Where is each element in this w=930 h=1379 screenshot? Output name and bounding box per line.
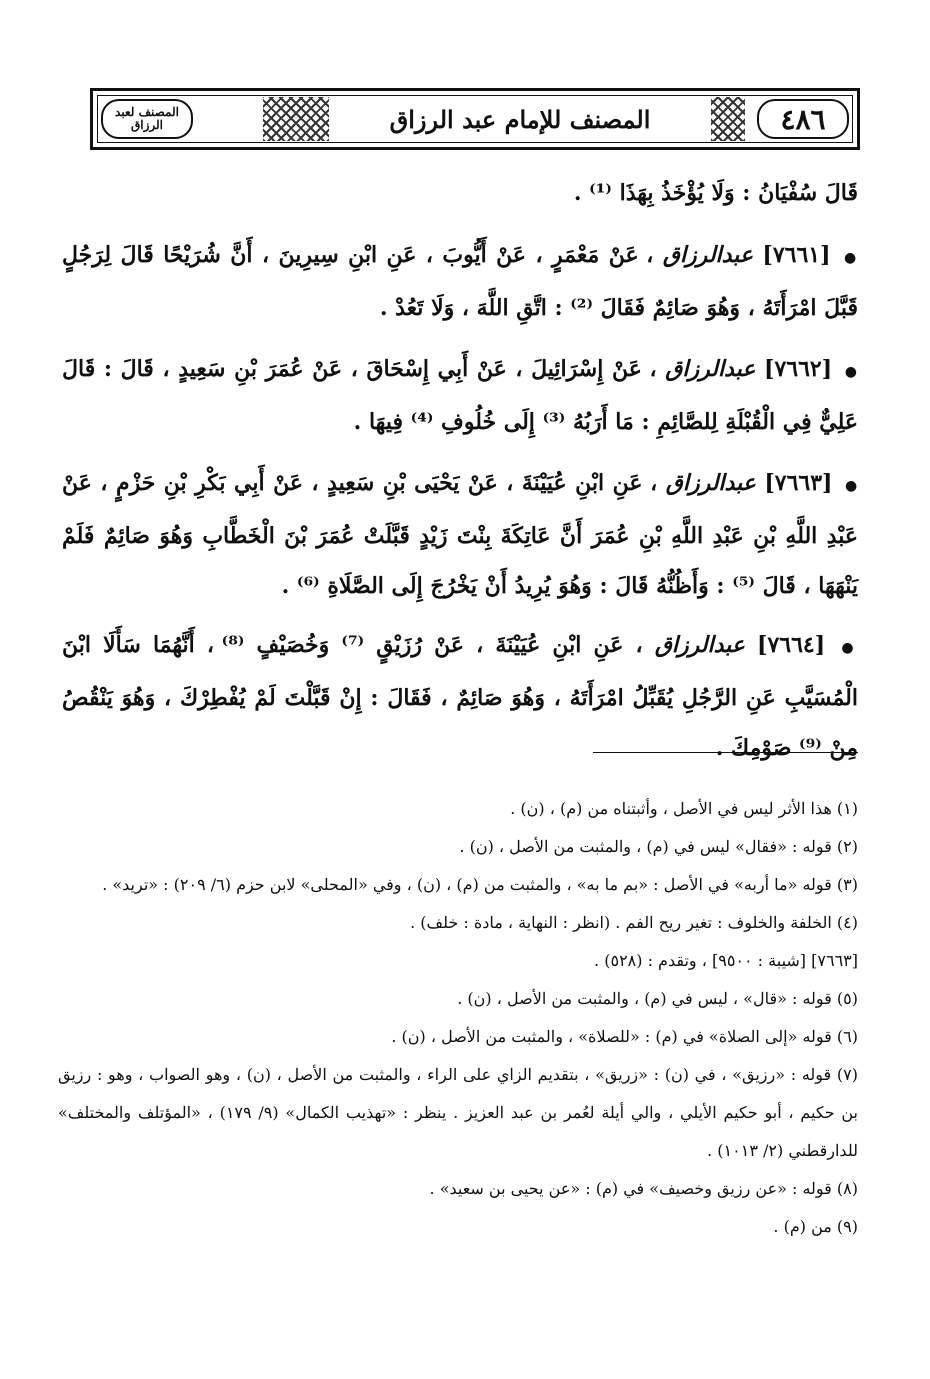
entry-number: [٧٦٦٣] <box>764 470 833 496</box>
entry-source: عبدالرزاق <box>654 632 745 658</box>
entry-number: [٧٦٦٢] <box>764 356 833 382</box>
footnote: [٧٦٦٣] [شيبة : ٩٥٠٠] ، وتقدم : (٥٢٨) . <box>594 951 858 970</box>
hadith-entry <box>62 344 858 447</box>
footnote: (٤) الخلفة والخلوف : تغير ريح الفم . (انظر : النهاية ، مادة : خلف) . <box>410 913 858 932</box>
entry-source: عبدالرزاق <box>665 470 756 496</box>
bullet-icon: ● <box>841 640 859 656</box>
bullet-icon: ● <box>844 364 858 380</box>
footnotes <box>58 790 858 1246</box>
entry-text: ، عَنِ ابْنِ عُيَيْنَةَ ، عَنْ رُزَيْقٍ ⁽⁷⁾ وَخُصَيْفٍ ⁽⁸⁾ ، أَنَّهُمَا سَأَلَا ابْنَ الْمُسَيَّبِ عَنِ الرَّجُلِ يُقَبِّلُ امْرَأَتَهُ ، وَهُوَ صَائِمٌ ، فَقَالَ : إِنْ قَبَّلْتَ لَمْ يُفْطِرْكَ ، وَهُوَ يَنْقُصُ مِنْ ⁽⁹⁾ صَوْمِكَ . <box>62 632 858 761</box>
footnote: (٨) قوله : «عن رزيق وخصيف» في (م) : «عن يحيى بن سعيد» . <box>429 1179 858 1198</box>
footnote: (٩) من (م) . <box>773 1217 858 1236</box>
footnote: (٦) قوله «إلى الصلاة» في (م) : «للصلاة» ، والمثبت من الأصل ، (ن) . <box>391 1027 858 1046</box>
bullet-icon: ● <box>844 478 859 494</box>
ornament-pattern-left <box>263 97 329 141</box>
running-header <box>90 88 860 150</box>
entry-number: [٧٦٦١] <box>762 242 831 268</box>
footnote: (٢) قوله : «فقال» ليس في (م) ، والمثبت من الأصل ، (ن) . <box>459 837 858 856</box>
footnote: (٥) قوله : «قال» ، ليس في (م) ، والمثبت من الأصل ، (ن) . <box>457 989 858 1008</box>
footnote: (٧) قوله : «رزيق» ، في (ن) : «زريق» ، بتقديم الزاي على الراء ، والمثبت من الأصل ، (ن) ، وهو الصواب ، وهو : رزيق بن حكيم ، أبو حكيم الأيلي ، والي أيلة لعُمر بن عبد العزيز . ينظر : «تهذيب الكمال» (٩/ ١٧٩) ، «المؤتلف والمختلف» للدارقطني (٢/ ١٠١٣) . <box>58 1065 859 1160</box>
footnote: (١) هذا الأثر ليس في الأصل ، وأثبتناه من (م) ، (ن) . <box>510 799 858 818</box>
header-title: المصنف للإمام عبد الرزاق <box>389 104 651 134</box>
footnote: (٣) قوله «ما أربه» في الأصل : «بم ما به» ، والمثبت من (م) ، (ن) ، وفي «المحلى» لابن حزم (٦/ ٢٠٩) : «تريد» . <box>102 875 858 894</box>
page-number: ٤٨٦ <box>757 99 849 139</box>
hadith-entry <box>62 230 858 333</box>
bullet-icon: ● <box>844 250 859 266</box>
entry-source: عبدالرزاق <box>662 242 753 268</box>
entry-text: ، عَنْ مَعْمَرٍ ، عَنْ أَيُّوبَ ، عَنِ ابْنِ سِيرِينَ ، أَنَّ شُرَيْحًا قَالَ لِرَجُلٍ قَبَّلَ امْرَأَتَهُ ، وَهُوَ صَائِمٌ فَقَالَ ⁽²⁾ : اتَّقِ اللَّهَ ، وَلَا تَعُدْ . <box>62 242 858 321</box>
entry-text: ، عَنِ ابْنِ عُيَيْنَةَ ، عَنْ يَحْيَى بْنِ سَعِيدٍ ، عَنْ أَبِي بَكْرِ بْنِ حَزْمٍ ، عَنْ عَبْدِ اللَّهِ بْنِ عَبْدِ اللَّهِ بْنِ عُمَرَ أَنَّ عَاتِكَةَ بِنْتَ زَيْدٍ قَبَّلَتْ عُمَرَ بْنَ الْخَطَّابِ وَهُوَ صَائِمٌ فَلَمْ يَنْهَهَا ، قَالَ ⁽⁵⁾ : وَأَظُنُّهُ قَالَ : وَهُوَ يُرِيدُ أَنْ يَخْرُجَ إِلَى الصَّلَاةِ ⁽⁶⁾ . <box>62 470 858 599</box>
book-logo <box>101 99 193 139</box>
ornament-pattern-right <box>711 97 745 141</box>
hadith-entry <box>62 620 858 773</box>
hadith-entry <box>62 458 858 611</box>
footnote-divider <box>593 752 858 753</box>
entry-text: ، عَنْ إِسْرَائِيلَ ، عَنْ أَبِي إِسْحَاقَ ، عَنْ عُمَرَ بْنِ سَعِيدٍ ، قَالَ : قَالَ عَلِيٌّ فِي الْقُبْلَةِ لِلصَّائِمِ : مَا أَرَبُهُ ⁽³⁾ إِلَى خُلُوفِ ⁽⁴⁾ فِيهَا . <box>62 356 858 435</box>
intro-line: قَالَ سُفْيَانُ : وَلَا يُؤْخَذُ بِهَذَا ⁽¹⁾ . <box>573 180 858 206</box>
entry-source: عبدالرزاق <box>665 356 756 382</box>
book-logo-text: المصنف لعبد الرزاق <box>115 105 179 132</box>
entry-number: [٧٦٦٤] <box>757 632 826 658</box>
